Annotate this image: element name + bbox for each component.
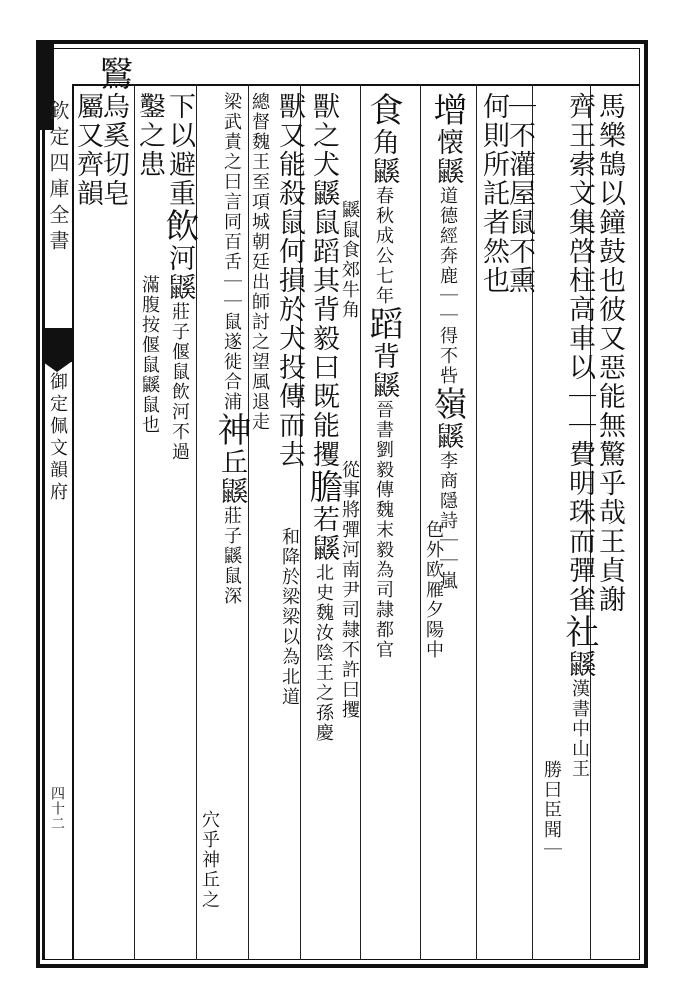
text-column-4 xyxy=(480,92,507,295)
text-column-2b xyxy=(542,760,560,860)
column-8-text: 獸又能殺鼠何損於犬投傳而去 xyxy=(274,92,305,469)
column-6b-commentary-a: 鼷鼠食郊牛角 xyxy=(339,200,360,320)
column-10b-commentary: 穴乎神丘之 xyxy=(199,810,220,910)
column-6-commentary-b: 晉書劉毅傳魏末毅為司隷都官 xyxy=(373,400,394,660)
text-column-11b xyxy=(136,92,163,435)
column-1-text: 馬樂鵠以鐘鼓也彼又惡能無驚乎哉王貞謝 xyxy=(594,92,625,614)
headword-she: 社 xyxy=(559,614,599,650)
text-column-3 xyxy=(506,92,533,295)
text-column-10b xyxy=(200,810,218,910)
column-rule xyxy=(360,84,361,960)
margin-book-title: 御定佩文韻府 xyxy=(47,372,68,504)
headword-shen: 神 xyxy=(211,412,251,448)
text-column-1 xyxy=(596,92,623,614)
column-11b-commentary: 滿腹按偃鼠鼷鼠也 xyxy=(139,275,160,435)
column-2-hw-suffix: 鼷 xyxy=(564,650,595,679)
headword-shi: 食 xyxy=(363,92,403,128)
column-2-commentary: 漢書中山王 xyxy=(569,679,590,779)
column-5-hw-b: 鼷 xyxy=(432,422,463,451)
column-7-commentary: 北史魏汝陰王之孫慶 xyxy=(313,563,334,743)
margin-title: 欽定四庫全書 xyxy=(46,100,70,256)
column-2-text: 齊王索文集啓柱高車以｜｜費明珠而彈雀 xyxy=(564,92,595,614)
column-6-hw-b: 背鼷 xyxy=(368,342,399,400)
column-rule xyxy=(134,84,135,960)
column-8-commentary: 和降於梁梁以為北道 xyxy=(279,527,300,707)
text-column-8 xyxy=(276,92,303,707)
headword-ling: 嶺 xyxy=(427,386,467,422)
column-11-hw: 河鼷 xyxy=(164,244,195,302)
text-column-9 xyxy=(250,92,268,432)
column-7-text: 獸之犬鼷鼠蹈其背毅曰既能攫 xyxy=(308,92,339,469)
rhyme-note-b: 屬又齊韻 xyxy=(72,92,103,208)
column-5-commentary-b: 李商隱詩｜｜嵐 xyxy=(437,451,458,591)
column-5b-commentary: 色外欧雁夕陽中 xyxy=(423,520,444,660)
text-column-10 xyxy=(211,92,251,606)
column-rule xyxy=(420,84,421,960)
text-column-5b xyxy=(424,520,442,660)
fish-tail-mark xyxy=(43,328,72,362)
column-2b-commentary: 勝曰臣聞｜ xyxy=(541,760,562,860)
column-10-commentary: 莊子鼷鼠深 xyxy=(221,506,242,606)
margin-rule-left xyxy=(42,84,44,960)
rhyme-note-a: 皂 xyxy=(98,179,129,208)
text-column-7 xyxy=(303,92,343,743)
column-4-text: 何則所託者然也 xyxy=(478,92,509,295)
headword-dan: 膽 xyxy=(303,469,343,505)
column-10-text: 梁武責之曰言同百舌｜｜鼠遂徙合浦 xyxy=(221,92,242,412)
column-10-hw: 丘鼷 xyxy=(216,448,247,506)
text-column-2 xyxy=(559,92,599,779)
headword-zeng: 增 xyxy=(427,92,467,128)
column-6b-commentary-b: 從事將彈河南尹司隷不許曰攫 xyxy=(339,460,360,720)
column-5-hw-a: 懐鼷 xyxy=(432,128,463,186)
top-rule xyxy=(72,84,640,86)
text-column-12b xyxy=(74,92,101,208)
rhyme-fanqie: 烏奚切 xyxy=(98,92,129,179)
margin-rule-right xyxy=(72,84,74,960)
margin-page-number: 四十二 xyxy=(49,786,65,831)
column-6-commentary-a: 春秋成公七年 xyxy=(373,186,394,306)
column-11b-text: 鑿之患 xyxy=(134,92,165,179)
column-11-commentary: 莊子偃鼠飲河不過 xyxy=(169,302,190,462)
column-3-text: ｜不灌屋鼠不熏 xyxy=(504,92,535,295)
text-column-6b xyxy=(340,200,358,720)
column-7-hw: 若鼷 xyxy=(308,505,339,563)
column-11-text: 下以避重 xyxy=(164,92,195,208)
column-6-hw-a: 角鼷 xyxy=(368,128,399,186)
text-column-6 xyxy=(363,92,403,660)
text-column-5 xyxy=(427,92,467,591)
headword-yin: 飲 xyxy=(159,208,199,244)
column-5-commentary-a: 道德經奔鹿｜｜得不呰 xyxy=(437,186,458,386)
column-9-text: 總督魏王至項城朝廷出師討之望風退走 xyxy=(249,92,270,432)
text-column-11 xyxy=(159,92,199,462)
headword-dao: 蹈 xyxy=(363,306,403,342)
rhyme-headword: 鷖 xyxy=(93,56,133,92)
column-rule xyxy=(476,84,477,960)
